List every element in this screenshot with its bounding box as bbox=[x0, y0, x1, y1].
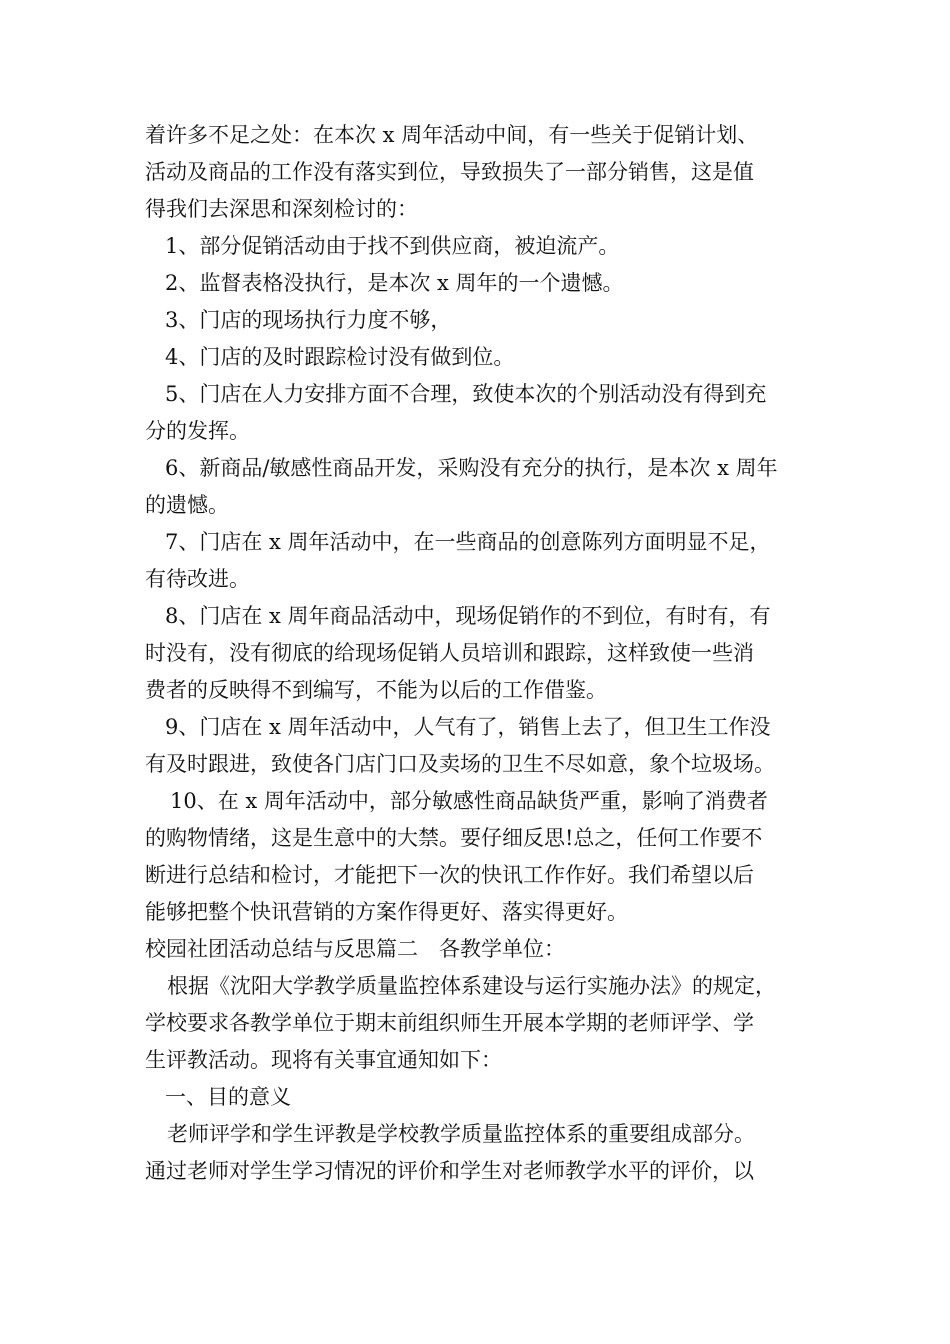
list-item-7: 7、门店在 x 周年活动中，在一些商品的创意陈列方面明显不足， bbox=[165, 530, 771, 554]
section-heading: 校园社团活动总结与反思篇二 各教学单位： bbox=[145, 937, 565, 961]
text-line: 有待改进。 bbox=[145, 567, 250, 591]
text-line: 生评教活动。现将有关事宜通知如下： bbox=[145, 1048, 502, 1072]
text-line: 的购物情绪，这是生意中的大禁。要仔细反思!总之，任何工作要不 bbox=[145, 826, 763, 850]
paragraph-line: 根据《沈阳大学教学质量监控体系建设与运行实施办法》的规定， bbox=[167, 974, 776, 998]
list-item-4: 4、门店的及时跟踪检讨没有做到位。 bbox=[165, 345, 515, 369]
text-line: 着许多不足之处：在本次 x 周年活动中间，有一些关于促销计划、 bbox=[145, 123, 759, 147]
list-item-3: 3、门店的现场执行力度不够， bbox=[165, 308, 452, 332]
text-line: 能够把整个快讯营销的方案作得更好、落实得更好。 bbox=[145, 900, 628, 924]
list-item-5: 5、门店在人力安排方面不合理，致使本次的个别活动没有得到充 bbox=[165, 382, 767, 406]
list-item-2: 2、监督表格没执行，是本次 x 周年的一个遗憾。 bbox=[165, 271, 624, 295]
text-line: 学校要求各教学单位于期末前组织师生开展本学期的老师评学、学 bbox=[145, 1011, 754, 1035]
document-body bbox=[145, 117, 810, 1190]
text-line: 断进行总结和检讨，才能把下一次的快讯工作作好。我们希望以后 bbox=[145, 863, 754, 887]
list-item-6: 6、新商品/敏感性商品开发，采购没有充分的执行，是本次 x 周年 bbox=[165, 456, 778, 480]
list-item-10: 10、在 x 周年活动中，部分敏感性商品缺货严重，影响了消费者 bbox=[170, 789, 768, 813]
list-item-9: 9、门店在 x 周年活动中，人气有了，销售上去了，但卫生工作没 bbox=[165, 715, 771, 739]
text-line: 通过老师对学生学习情况的评价和学生对老师教学水平的评价，以 bbox=[145, 1159, 754, 1183]
list-item-1: 1、部分促销活动由于找不到供应商，被迫流产。 bbox=[165, 234, 620, 258]
text-line: 有及时跟进，致使各门店门口及卖场的卫生不尽如意，象个垃圾场。 bbox=[145, 752, 775, 776]
text-line: 分的发挥。 bbox=[145, 419, 250, 443]
text-line: 活动及商品的工作没有落实到位，导致损失了一部分销售，这是值 bbox=[145, 160, 754, 184]
list-item-8: 8、门店在 x 周年商品活动中，现场促销作的不到位，有时有，有 bbox=[165, 604, 771, 628]
subsection-heading: 一、目的意义 bbox=[165, 1085, 291, 1109]
text-line: 得我们去深思和深刻检讨的： bbox=[145, 197, 418, 221]
text-line: 时没有，没有彻底的给现场促销人员培训和跟踪，这样致使一些消 bbox=[145, 641, 754, 665]
text-line: 的遗憾。 bbox=[145, 493, 229, 517]
paragraph-line: 老师评学和学生评教是学校教学质量监控体系的重要组成部分。 bbox=[167, 1122, 755, 1146]
text-line: 费者的反映得不到编写，不能为以后的工作借鉴。 bbox=[145, 678, 607, 702]
